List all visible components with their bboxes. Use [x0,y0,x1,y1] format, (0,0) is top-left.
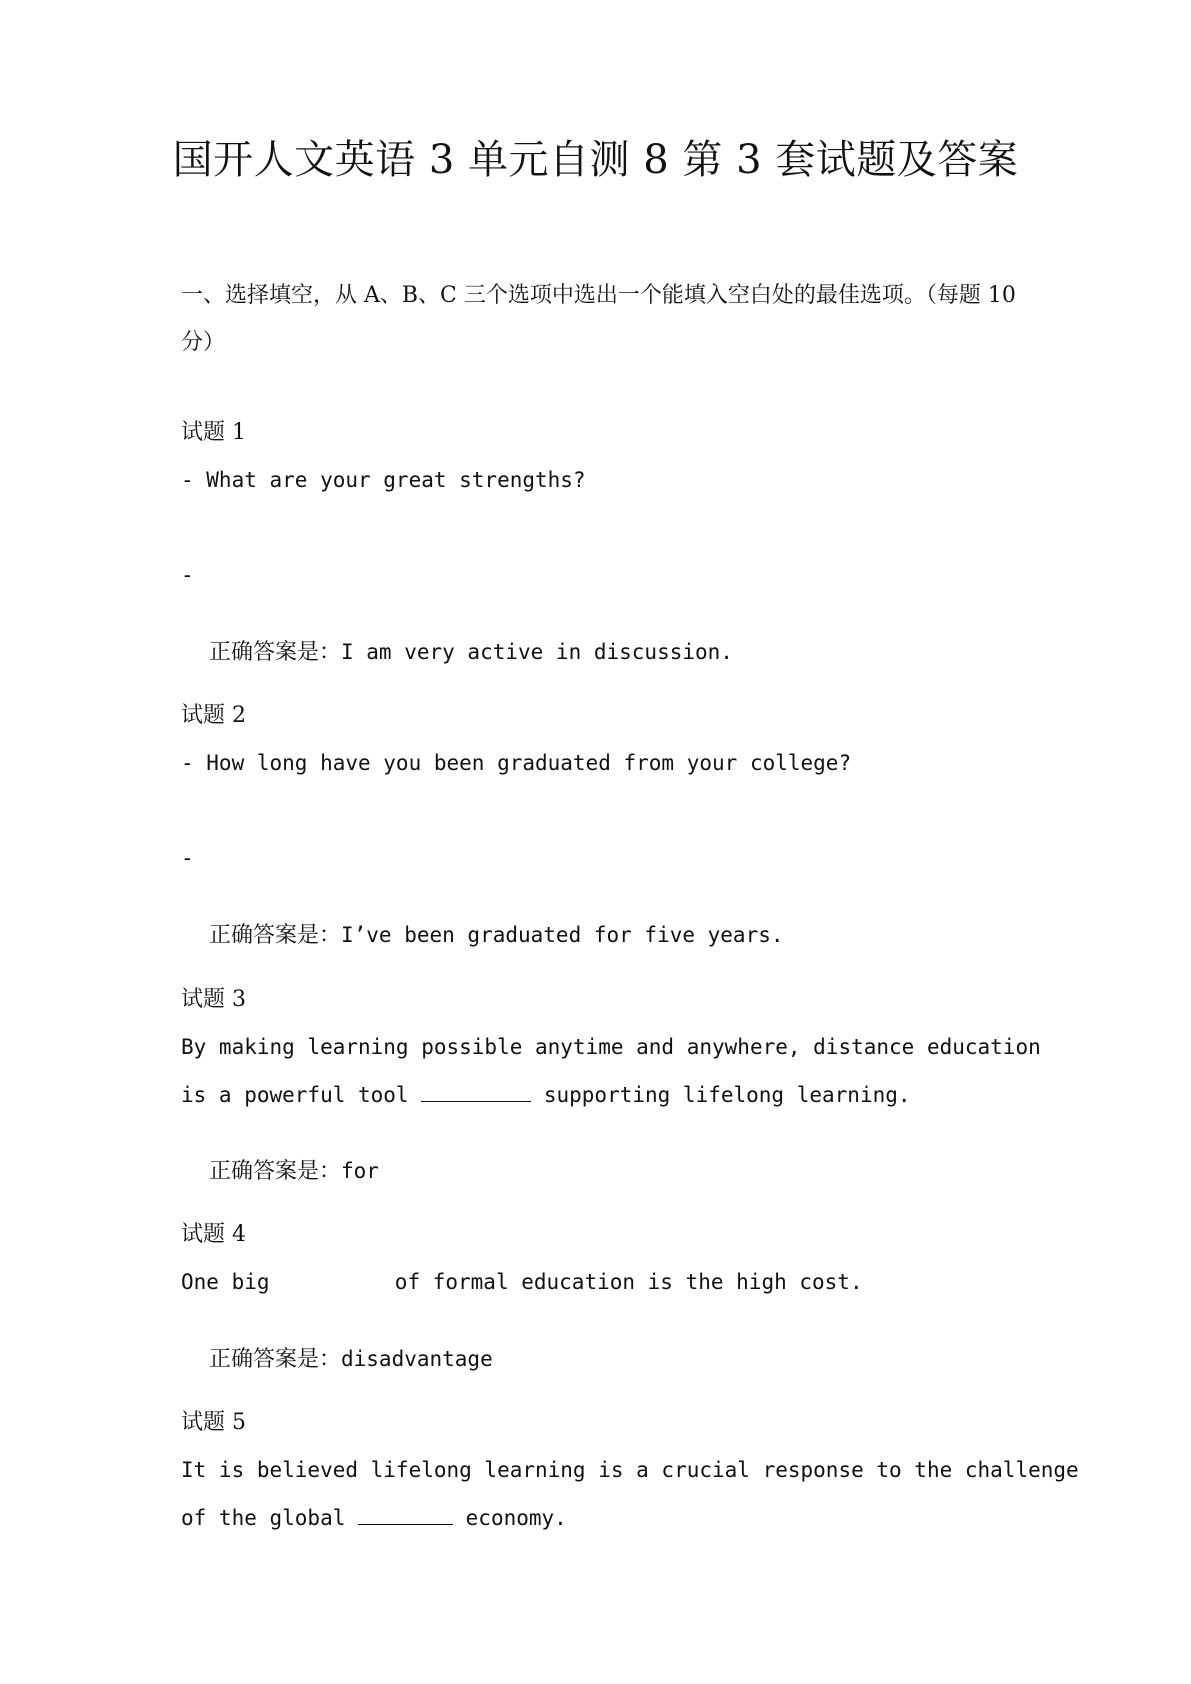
question-3-prompt-line1: By making learning possible anytime and anywhere, distance education [181,1035,1041,1059]
prompt-text-before-blank: is a powerful tool [181,1083,422,1107]
question-3-answer [181,1126,379,1217]
prompt-text-after-blank: of formal education is the high cost. [382,1270,863,1294]
question-1-answer [181,607,733,698]
question-2-answer [181,890,784,981]
question-2-response-line: - [181,846,194,870]
prompt-text-before-blank: of the global [181,1506,359,1530]
section-instruction: 一、选择填空，从 A、B、C 三个选项中选出一个能填入空白处的最佳选项。（每题 10 分） [181,283,1016,355]
answer-value: disadvantage [341,1347,493,1371]
question-5-prompt-line1: It is believed lifelong learning is a crucial response to the challenge [181,1458,1079,1482]
answer-value: I am very active in discussion. [341,640,733,664]
question-1-label: 试题 1 [181,420,246,445]
prompt-text-after-blank: economy. [453,1506,567,1530]
document-title: 国开人文英语 3 单元自测 8 第 3 套试题及答案 [172,137,1019,183]
answer-prefix: 正确答案是： [208,1347,341,1372]
question-3-prompt-line2 [181,1079,911,1110]
prompt-text-before-blank: One big [181,1270,283,1294]
question-1-prompt: - What are your great strengths? [181,468,586,492]
prompt-text-after-blank: supporting lifelong learning. [531,1083,911,1107]
fill-in-blank [358,1502,453,1525]
answer-prefix: 正确答案是： [208,1159,341,1184]
answer-prefix: 正确答案是： [208,640,341,665]
answer-value: for [341,1159,379,1183]
question-2-prompt: - How long have you been graduated from your college? [181,751,852,775]
answer-value: I’ve been graduated for five years. [341,923,784,947]
question-1-response-line: - [181,563,194,587]
question-3-label: 试题 3 [181,987,246,1012]
fill-in-blank [421,1079,531,1102]
question-5-prompt-line2 [181,1502,567,1533]
question-4-label: 试题 4 [181,1222,246,1247]
answer-prefix: 正确答案是： [208,923,341,948]
question-2-label: 试题 2 [181,703,246,728]
question-4-answer [181,1314,493,1405]
question-5-label: 试题 5 [181,1410,246,1435]
question-4-prompt [181,1267,863,1297]
